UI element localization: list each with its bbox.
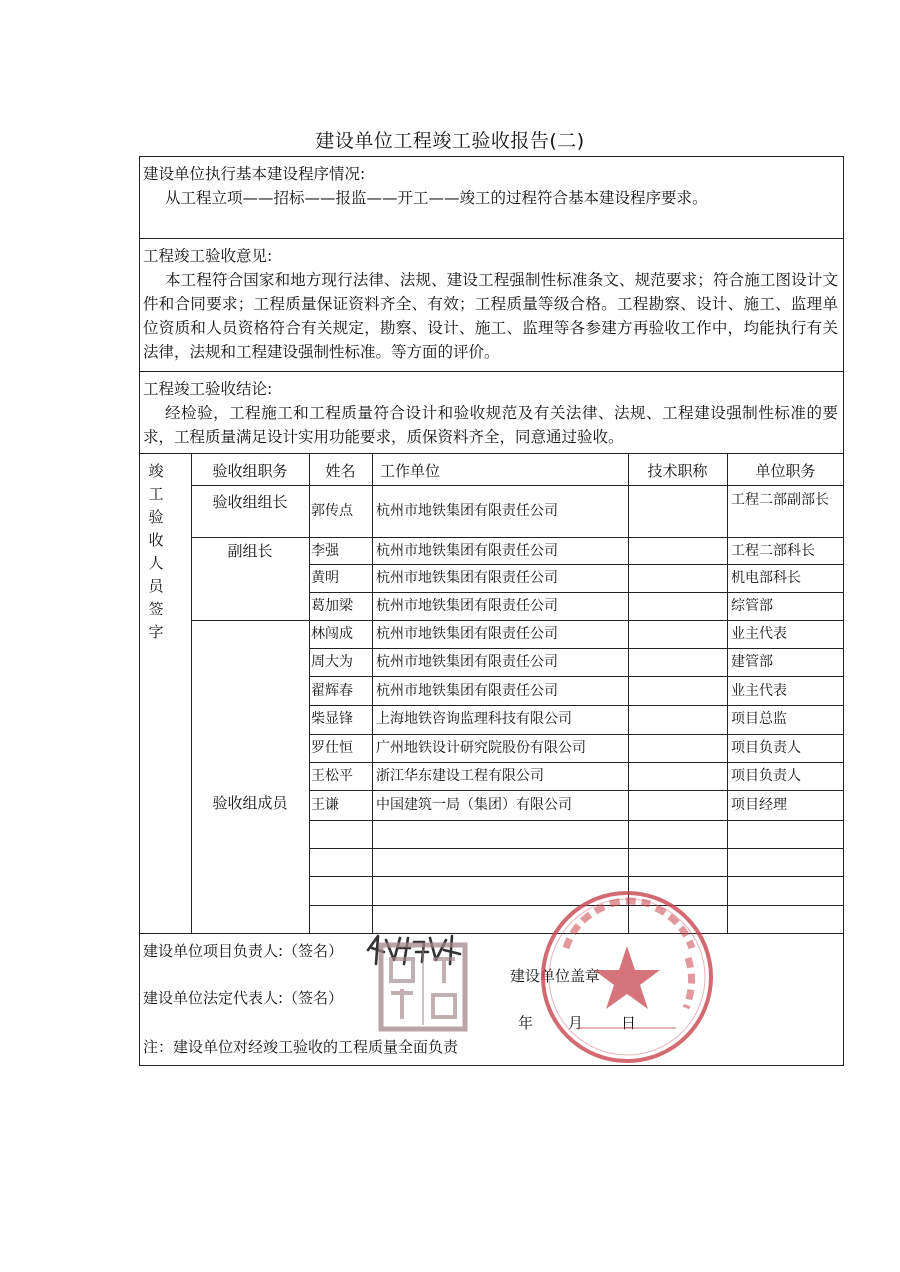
row-name: 王松平: [311, 768, 353, 784]
date-day: 日: [621, 1014, 637, 1032]
row-position: 工程二部科长: [731, 543, 815, 559]
row-unit: 上海地铁咨询监理科技有限公司: [376, 711, 572, 727]
group-leader: 验收组组长: [212, 493, 288, 511]
divider: [139, 371, 844, 372]
personal-seal: [377, 941, 469, 1033]
side-char: 工: [148, 485, 164, 503]
row-position: 项目负责人: [731, 740, 801, 756]
row-name: 柴显锋: [311, 711, 353, 727]
table-line: [309, 453, 310, 933]
row-name: 葛加梁: [311, 598, 353, 614]
date-year: 年: [518, 1014, 534, 1032]
row-name: 王谦: [311, 797, 339, 813]
row-unit: 广州地铁设计研究院股份有限公司: [376, 740, 586, 756]
conclusion-body: 经检验，工程施工和工程质量符合设计和验收规范及有关法律、法规、工程建设强制性标准的要求，工程质量满足设计实用功能要求，质保资料齐全，同意通过验收。: [143, 404, 838, 446]
row-unit: 杭州市地铁集团有限责任公司: [376, 654, 558, 670]
divider: [139, 238, 844, 239]
table-line: [191, 537, 844, 538]
row-unit: 杭州市地铁集团有限责任公司: [376, 598, 558, 614]
group-members: 验收组成员: [212, 794, 288, 812]
company-stamp: [538, 888, 716, 1066]
row-position: 项目经理: [731, 797, 787, 813]
row-name: 翟辉春: [311, 683, 353, 699]
row-position: 项目负责人: [731, 768, 801, 784]
row-unit: 杭州市地铁集团有限责任公司: [376, 503, 558, 519]
table-line: [309, 848, 844, 849]
conclusion-heading: 工程竣工验收结论:: [143, 380, 273, 398]
table-line: [628, 453, 629, 933]
page-title: 建设单位工程竣工验收报告(二): [315, 130, 585, 152]
divider: [139, 453, 844, 454]
row-unit: 杭州市地铁集团有限责任公司: [376, 570, 558, 586]
table-line: [309, 648, 844, 649]
row-position: 项目总监: [731, 711, 787, 727]
table-line: [309, 676, 844, 677]
row-name: 郭传点: [311, 503, 353, 519]
table-line: [139, 933, 844, 934]
side-char: 员: [148, 577, 164, 595]
table-line: [309, 876, 844, 877]
row-name: 罗仕恒: [311, 740, 353, 756]
row-unit: 中国建筑一局（集团）有限公司: [376, 797, 572, 813]
table-line: [309, 564, 844, 565]
table-line: [309, 790, 844, 791]
table-line: [309, 762, 844, 763]
row-name: 李强: [311, 543, 339, 559]
row-unit: 杭州市地铁集团有限责任公司: [376, 683, 558, 699]
table-line: [191, 620, 844, 621]
row-position: 综管部: [731, 598, 773, 614]
row-position: 业主代表: [731, 626, 787, 642]
row-name: 黄明: [311, 570, 339, 586]
table-line: [727, 453, 728, 933]
project-lead-label: 建设单位项目负责人:（签名）: [143, 942, 344, 960]
row-unit: 浙江华东建设工程有限公司: [376, 768, 544, 784]
header-position: 单位职务: [755, 462, 816, 480]
procedure-body: 从工程立项——招标——报监——开工——竣工的过程符合基本建设程序要求。: [165, 189, 708, 207]
table-line: [309, 820, 844, 821]
opinion-section: [139, 244, 844, 364]
side-char: 人: [148, 554, 164, 572]
side-char: 签: [148, 600, 164, 618]
header-role: 验收组职务: [212, 462, 288, 480]
row-position: 机电部科长: [731, 570, 801, 586]
side-char: 竣: [148, 462, 164, 480]
table-line: [191, 485, 844, 486]
side-char: 验: [148, 508, 164, 526]
row-position: 建管部: [731, 654, 773, 670]
row-position: 工程二部副部长: [731, 492, 829, 508]
signature-side-label: [146, 460, 166, 644]
row-unit: 杭州市地铁集团有限责任公司: [376, 543, 558, 559]
table-line: [309, 592, 844, 593]
group-deputy: 副组长: [227, 542, 273, 560]
header-unit: 工作单位: [380, 462, 441, 480]
header-title: 技术职称: [647, 462, 708, 480]
row-name: 林闯成: [311, 626, 353, 642]
date-month: 月: [568, 1014, 584, 1032]
seal-label: 建设单位盖章: [510, 967, 601, 985]
legal-rep-label: 建设单位法定代表人:（签名）: [143, 989, 344, 1007]
row-name: 周大为: [311, 654, 353, 670]
table-line: [372, 453, 373, 933]
table-line: [191, 453, 192, 933]
table-line: [309, 705, 844, 706]
opinion-body: 本工程符合国家和地方现行法律、法规、建设工程强制性标准条文、规范要求；符合施工图设计文件和合同要求；工程质量保证资料齐全、有效；工程质量等级合格。工程勘察、设计、施工、监理单位资质和人员资格符合有关规定，勘察、设计、施工、监理等各参建方再验收工作中，均能执行有关法律，法规和工程建设强制性标准。等方面的评价。: [143, 271, 838, 361]
side-char: 字: [148, 623, 164, 641]
side-char: 收: [148, 531, 164, 549]
header-name: 姓名: [325, 462, 356, 480]
row-unit: 杭州市地铁集团有限责任公司: [376, 626, 558, 642]
procedure-heading: 建设单位执行基本建设程序情况:: [143, 165, 366, 183]
table-line: [309, 734, 844, 735]
footer-note: 注：建设单位对经竣工验收的工程质量全面负责: [143, 1038, 459, 1056]
conclusion-section: [139, 377, 844, 449]
row-position: 业主代表: [731, 683, 787, 699]
opinion-heading: 工程竣工验收意见:: [143, 247, 273, 265]
procedure-section: [139, 162, 844, 210]
